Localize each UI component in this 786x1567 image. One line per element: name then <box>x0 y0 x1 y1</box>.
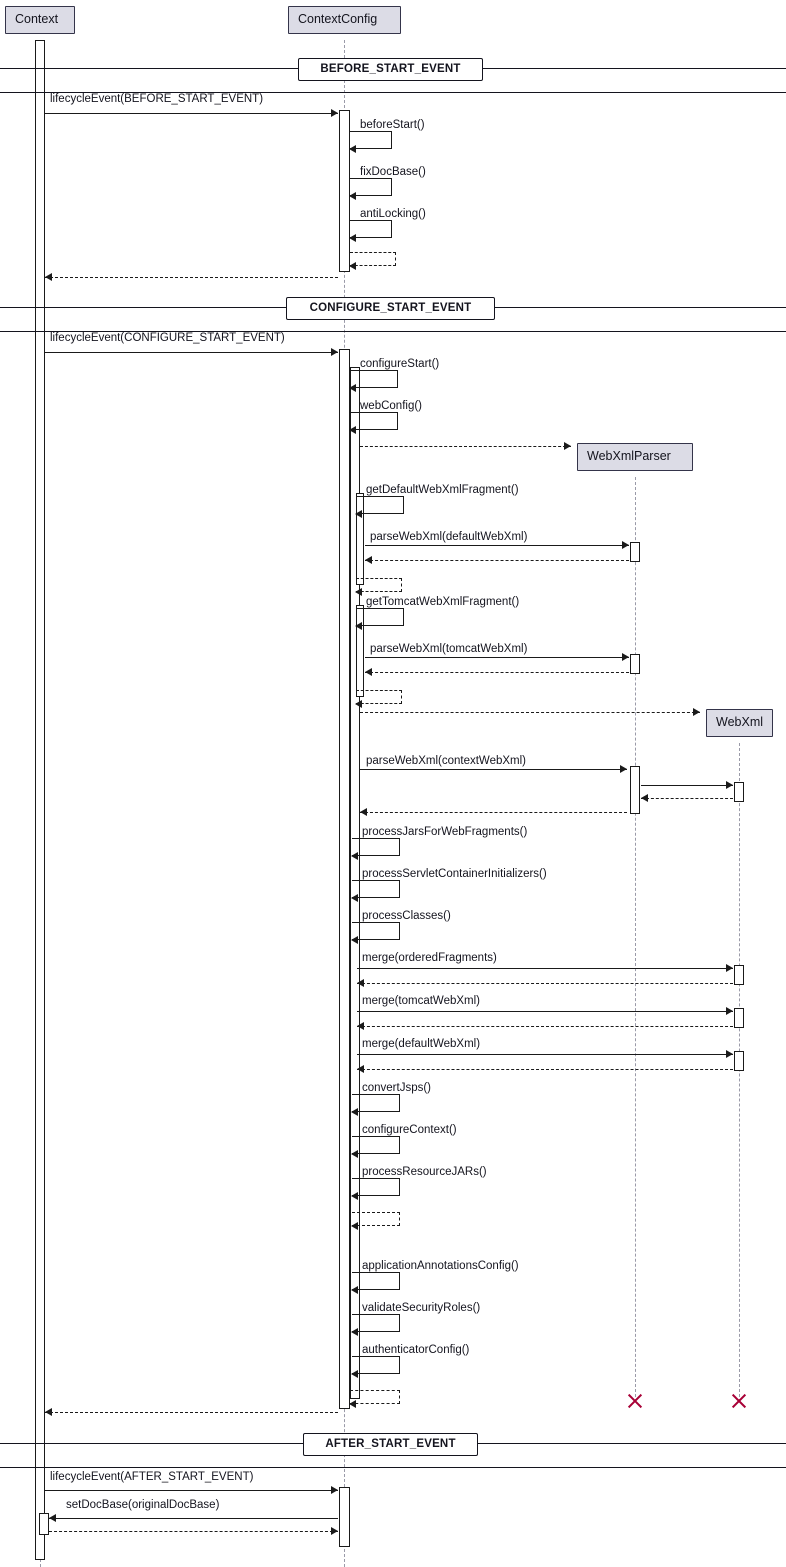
lifeline-webxml <box>739 743 740 1402</box>
message-arrowhead <box>349 426 356 434</box>
activation-bar <box>734 965 744 985</box>
message-label: lifecycleEvent(AFTER_START_EVENT) <box>50 1471 254 1483</box>
message-line <box>357 983 733 984</box>
self-call <box>352 1212 400 1226</box>
message-arrowhead <box>349 192 356 200</box>
self-call <box>352 1314 400 1332</box>
message-label: merge(orderedFragments) <box>362 952 497 964</box>
message-label: parseWebXml(tomcatWebXml) <box>370 643 528 655</box>
message-arrowhead <box>349 384 356 392</box>
activation-bar <box>734 1051 744 1071</box>
participant-contextconfig[interactable]: ContextConfig <box>288 6 401 34</box>
activation-bar <box>339 1487 350 1547</box>
message-label: merge(tomcatWebXml) <box>362 995 481 1007</box>
message-arrowhead <box>355 588 362 596</box>
message-line <box>45 352 338 353</box>
self-call <box>350 370 398 388</box>
message-arrowhead <box>351 1222 358 1230</box>
message-arrowhead <box>351 894 358 902</box>
message-line <box>365 672 629 673</box>
message-arrowhead <box>620 765 627 773</box>
message-arrowhead <box>331 348 338 356</box>
self-call <box>356 608 404 626</box>
message-line <box>357 1069 733 1070</box>
message-line <box>360 446 571 447</box>
message-arrowhead <box>349 1400 356 1408</box>
message-line <box>360 712 700 713</box>
self-call <box>352 880 400 898</box>
message-label: configureStart() <box>360 358 440 370</box>
message-label: getTomcatWebXmlFragment() <box>366 596 520 608</box>
self-call <box>356 496 404 514</box>
message-line <box>365 657 629 658</box>
message-line <box>360 812 627 813</box>
self-call <box>352 1178 400 1196</box>
self-call <box>350 1390 400 1404</box>
activation-bar <box>339 349 350 1409</box>
activation-bar <box>630 766 640 814</box>
message-arrowhead <box>349 145 356 153</box>
message-arrowhead <box>331 109 338 117</box>
message-label: processJarsForWebFragments() <box>362 826 528 838</box>
activation-bar <box>630 542 640 562</box>
message-arrowhead <box>357 979 364 987</box>
message-arrowhead <box>365 556 372 564</box>
message-label: merge(defaultWebXml) <box>362 1038 481 1050</box>
message-arrowhead <box>355 510 362 518</box>
message-label: lifecycleEvent(BEFORE_START_EVENT) <box>50 93 264 105</box>
message-label: lifecycleEvent(CONFIGURE_START_EVENT) <box>50 332 285 344</box>
message-label: beforeStart() <box>360 119 425 131</box>
message-arrowhead <box>349 234 356 242</box>
lifeline-webxmlparser <box>635 477 636 1402</box>
message-line <box>357 968 733 969</box>
message-label: processServletContainerInitializers() <box>362 868 547 880</box>
self-call <box>352 838 400 856</box>
message-arrowhead <box>365 668 372 676</box>
message-arrowhead <box>622 653 629 661</box>
group-divider-line <box>0 1467 786 1468</box>
message-line <box>360 769 627 770</box>
message-arrowhead <box>351 1150 358 1158</box>
self-call <box>352 1272 400 1290</box>
message-label: fixDocBase() <box>360 166 426 178</box>
message-arrowhead <box>351 1286 358 1294</box>
activation-bar <box>339 110 350 272</box>
message-line <box>641 798 733 799</box>
message-line <box>357 1054 733 1055</box>
group-label: AFTER_START_EVENT <box>303 1433 478 1456</box>
message-arrowhead <box>357 1065 364 1073</box>
message-arrowhead <box>351 1328 358 1336</box>
group-label: BEFORE_START_EVENT <box>298 58 483 81</box>
message-label: parseWebXml(contextWebXml) <box>366 755 526 767</box>
message-arrowhead <box>641 794 648 802</box>
message-arrowhead <box>360 808 367 816</box>
message-arrowhead <box>331 1486 338 1494</box>
activation-bar <box>39 1513 49 1535</box>
message-line <box>49 1518 338 1519</box>
message-arrowhead <box>45 1408 52 1416</box>
self-call <box>352 1356 400 1374</box>
participant-webxmlparser[interactable]: WebXmlParser <box>577 443 693 471</box>
message-line <box>357 1026 733 1027</box>
participant-context[interactable]: Context <box>5 6 75 34</box>
message-label: authenticatorConfig() <box>362 1344 470 1356</box>
self-call <box>352 1136 400 1154</box>
message-label: webConfig() <box>360 400 422 412</box>
message-arrowhead <box>351 936 358 944</box>
self-call <box>356 690 402 704</box>
message-line <box>365 545 629 546</box>
message-arrowhead <box>355 622 362 630</box>
message-arrowhead <box>355 700 362 708</box>
message-arrowhead <box>726 781 733 789</box>
activation-bar <box>734 782 744 802</box>
message-arrowhead <box>351 852 358 860</box>
message-label: getDefaultWebXmlFragment() <box>366 484 519 496</box>
message-line <box>45 277 338 278</box>
activation-bar <box>35 40 45 1560</box>
message-line <box>365 560 629 561</box>
message-arrowhead <box>45 273 52 281</box>
message-label: convertJsps() <box>362 1082 432 1094</box>
message-arrowhead <box>726 1050 733 1058</box>
self-call <box>350 178 392 196</box>
activation-bar <box>630 654 640 674</box>
message-arrowhead <box>351 1370 358 1378</box>
self-call <box>350 252 396 266</box>
message-arrowhead <box>357 1022 364 1030</box>
message-line <box>641 785 733 786</box>
message-line <box>49 1531 338 1532</box>
message-arrowhead <box>622 541 629 549</box>
message-label: applicationAnnotationsConfig() <box>362 1260 519 1272</box>
message-line <box>45 1490 338 1491</box>
message-arrowhead <box>331 1527 338 1535</box>
message-label: configureContext() <box>362 1124 457 1136</box>
message-label: processResourceJARs() <box>362 1166 487 1178</box>
group-label: CONFIGURE_START_EVENT <box>286 297 495 320</box>
self-call <box>356 578 402 592</box>
message-label: validateSecurityRoles() <box>362 1302 481 1314</box>
activation-bar <box>734 1008 744 1028</box>
self-call <box>350 131 392 149</box>
message-arrowhead <box>351 1108 358 1116</box>
message-line <box>357 1011 733 1012</box>
self-call <box>350 412 398 430</box>
participant-webxml[interactable]: WebXml <box>706 709 773 737</box>
message-line <box>45 1412 338 1413</box>
self-call <box>352 1094 400 1112</box>
message-arrowhead <box>726 1007 733 1015</box>
message-arrowhead <box>693 708 700 716</box>
message-label: antiLocking() <box>360 208 426 220</box>
message-label: parseWebXml(defaultWebXml) <box>370 531 528 543</box>
message-arrowhead <box>351 1192 358 1200</box>
message-label: processClasses() <box>362 910 451 922</box>
destroy-x-icon <box>730 1392 748 1410</box>
self-call <box>350 220 392 238</box>
destroy-x-icon <box>626 1392 644 1410</box>
message-arrowhead <box>49 1514 56 1522</box>
self-call <box>352 922 400 940</box>
message-arrowhead <box>726 964 733 972</box>
message-line <box>45 113 338 114</box>
message-arrowhead <box>564 442 571 450</box>
message-label: setDocBase(originalDocBase) <box>66 1499 220 1511</box>
message-arrowhead <box>349 262 356 270</box>
